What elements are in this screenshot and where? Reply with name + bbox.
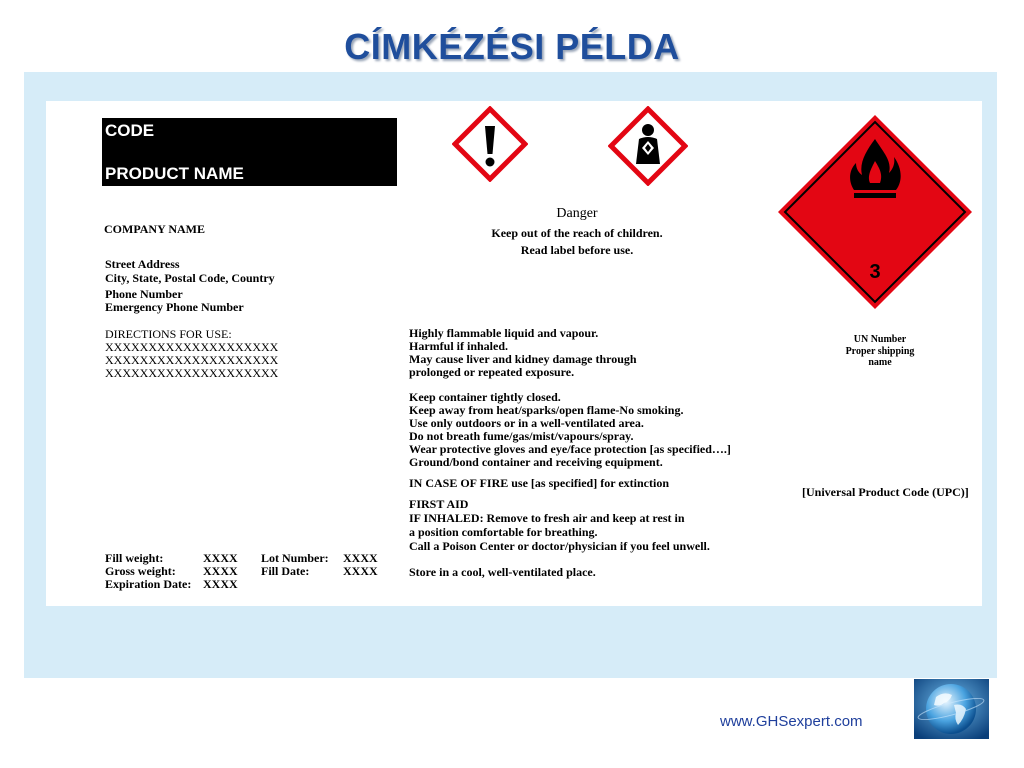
proper-shipping-line: name <box>868 357 892 368</box>
proper-shipping-line: Proper shipping <box>845 346 915 357</box>
precaution-general: Keep out of the reach of children. <box>491 226 663 240</box>
fill-date-label: Fill Date: <box>261 564 310 578</box>
storage-statement: Store in a cool, well-ventilated place. <box>409 565 596 579</box>
lot-number-label: Lot Number: <box>261 551 329 565</box>
code-product-box <box>102 118 397 186</box>
fill-date-value: XXXX <box>343 564 378 578</box>
transport-class-number: 3 <box>869 261 881 283</box>
company-name: COMPANY NAME <box>104 222 205 236</box>
signal-word: Danger <box>556 206 598 221</box>
hazard-statement: May cause liver and kidney damage through <box>409 352 637 366</box>
directions-line: XXXXXXXXXXXXXXXXXXXX <box>105 353 279 367</box>
directions-line: XXXXXXXXXXXXXXXXXXXX <box>105 340 279 354</box>
health-hazard-pictogram-icon <box>608 106 688 186</box>
address-line: City, State, Postal Code, Country <box>105 271 275 285</box>
address-line: Emergency Phone Number <box>105 300 244 314</box>
directions-line: XXXXXXXXXXXXXXXXXXXX <box>105 366 279 380</box>
website-link[interactable]: www.GHSexpert.com <box>720 713 863 730</box>
expiration-value: XXXX <box>203 577 238 591</box>
code-text: CODE <box>105 121 155 140</box>
hazard-statement: prolonged or repeated exposure. <box>409 365 575 379</box>
precautionary-statement: Do not breath fume/gas/mist/vapours/spray. <box>409 429 634 443</box>
fire-statement: IN CASE OF FIRE use [as specified] for extinction <box>409 476 669 490</box>
product-name-text: PRODUCT NAME <box>105 164 244 183</box>
lot-number-value: XXXX <box>343 551 378 565</box>
precautionary-statement: Use only outdoors or in a well-ventilated area. <box>409 416 644 430</box>
precautionary-statement: Ground/bond container and receiving equipment. <box>409 455 663 469</box>
directions-title: DIRECTIONS FOR USE: <box>105 327 232 341</box>
first-aid-line: IF INHALED: Remove to fresh air and keep at rest in <box>409 511 685 525</box>
first-aid-line: FIRST AID <box>409 497 469 511</box>
expiration-label: Expiration Date: <box>105 577 192 591</box>
first-aid-line: a position comfortable for breathing. <box>409 525 598 539</box>
gross-weight-label: Gross weight: <box>105 564 176 578</box>
flammable-class-3-diamond-icon <box>776 113 974 311</box>
precaution-general: Read label before use. <box>520 243 634 257</box>
gross-weight-value: XXXX <box>203 564 238 578</box>
address-line: Phone Number <box>105 287 183 301</box>
un-number: UN Number <box>853 334 907 345</box>
globe-icon <box>914 679 989 739</box>
fill-weight-label: Fill weight: <box>105 551 164 565</box>
address-line: Street Address <box>105 257 180 271</box>
slide-title: CÍMKÉZÉSI PÉLDA <box>344 26 680 67</box>
precautionary-statement: Keep away from heat/sparks/open flame-No smoking. <box>409 403 684 417</box>
fill-weight-value: XXXX <box>203 551 238 565</box>
exclamation-mark-pictogram-icon <box>452 106 528 182</box>
hazard-statement: Harmful if inhaled. <box>409 339 509 353</box>
upc-text: [Universal Product Code (UPC)] <box>802 485 969 499</box>
precautionary-statement: Wear protective gloves and eye/face protection [as specified….] <box>409 442 731 456</box>
hazard-statement: Highly flammable liquid and vapour. <box>409 326 599 340</box>
first-aid-line: Call a Poison Center or doctor/physician if you feel unwell. <box>409 539 710 553</box>
precautionary-statement: Keep container tightly closed. <box>409 390 561 404</box>
